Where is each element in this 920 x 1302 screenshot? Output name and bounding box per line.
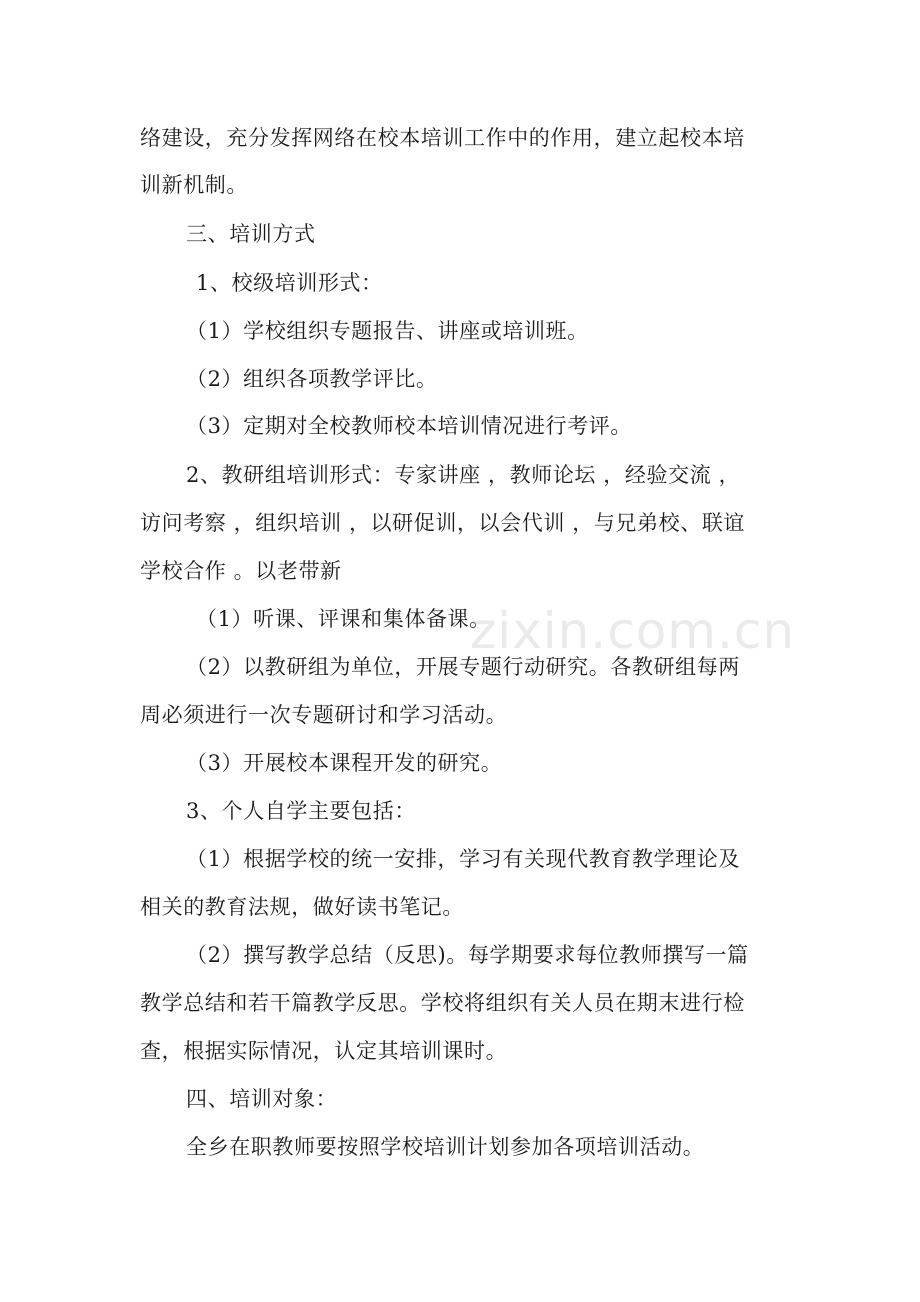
list-item: （3）定期对全校教师校本培训情况进行考评。 [186, 414, 632, 438]
subsection-heading: 2、教研组培训形式：专家讲座 ，教师论坛 ，经验交流 ， [186, 463, 741, 487]
list-item: （3）开展校本课程开发的研究。 [186, 751, 503, 775]
text-line: 访问考察 ，组织培训 ，以研促训，以会代训 ，与兄弟校、联谊 [140, 511, 746, 535]
section-heading: 三、培训方式 [186, 222, 316, 246]
list-item: （1）学校组织专题报告、讲座或培训班。 [186, 319, 589, 343]
list-item: （1）根据学校的统一安排，学习有关现代教育教学理论及 [186, 847, 740, 871]
text-line: 周必须进行一次专题研讨和学习活动。 [140, 703, 508, 727]
subsection-heading: 1、校级培训形式： [196, 271, 383, 295]
list-item: （2）组织各项教学评比。 [186, 367, 438, 391]
list-item: （2）撰写教学总结（反思)。每学期要求每位教师撰写一篇 [186, 943, 749, 967]
list-item: （2）以教研组为单位，开展专题行动研究。各教研组每两 [186, 655, 740, 679]
text-line: 络建设，充分发挥网络在校本培训工作中的作用，建立起校本培 [140, 126, 745, 150]
list-item: （1）听课、评课和集体备课。 [196, 607, 491, 631]
text-line: 查，根据实际情况，认定其培训课时。 [140, 1039, 508, 1063]
watermark-text: zixin.com.cn [470, 602, 796, 660]
text-line: 全乡在职教师要按照学校培训计划参加各项培训活动。 [186, 1135, 705, 1159]
text-line: 学校合作 。以老带新 [140, 559, 342, 583]
text-line: 训新机制。 [140, 173, 248, 197]
section-heading: 四、培训对象： [186, 1087, 338, 1111]
text-line: 相关的教育法规，做好读书笔记。 [140, 895, 464, 919]
text-line: 教学总结和若干篇教学反思。学校将组织有关人员在期末进行检 [140, 991, 745, 1015]
subsection-heading: 3、个人自学主要包括： [186, 799, 416, 823]
